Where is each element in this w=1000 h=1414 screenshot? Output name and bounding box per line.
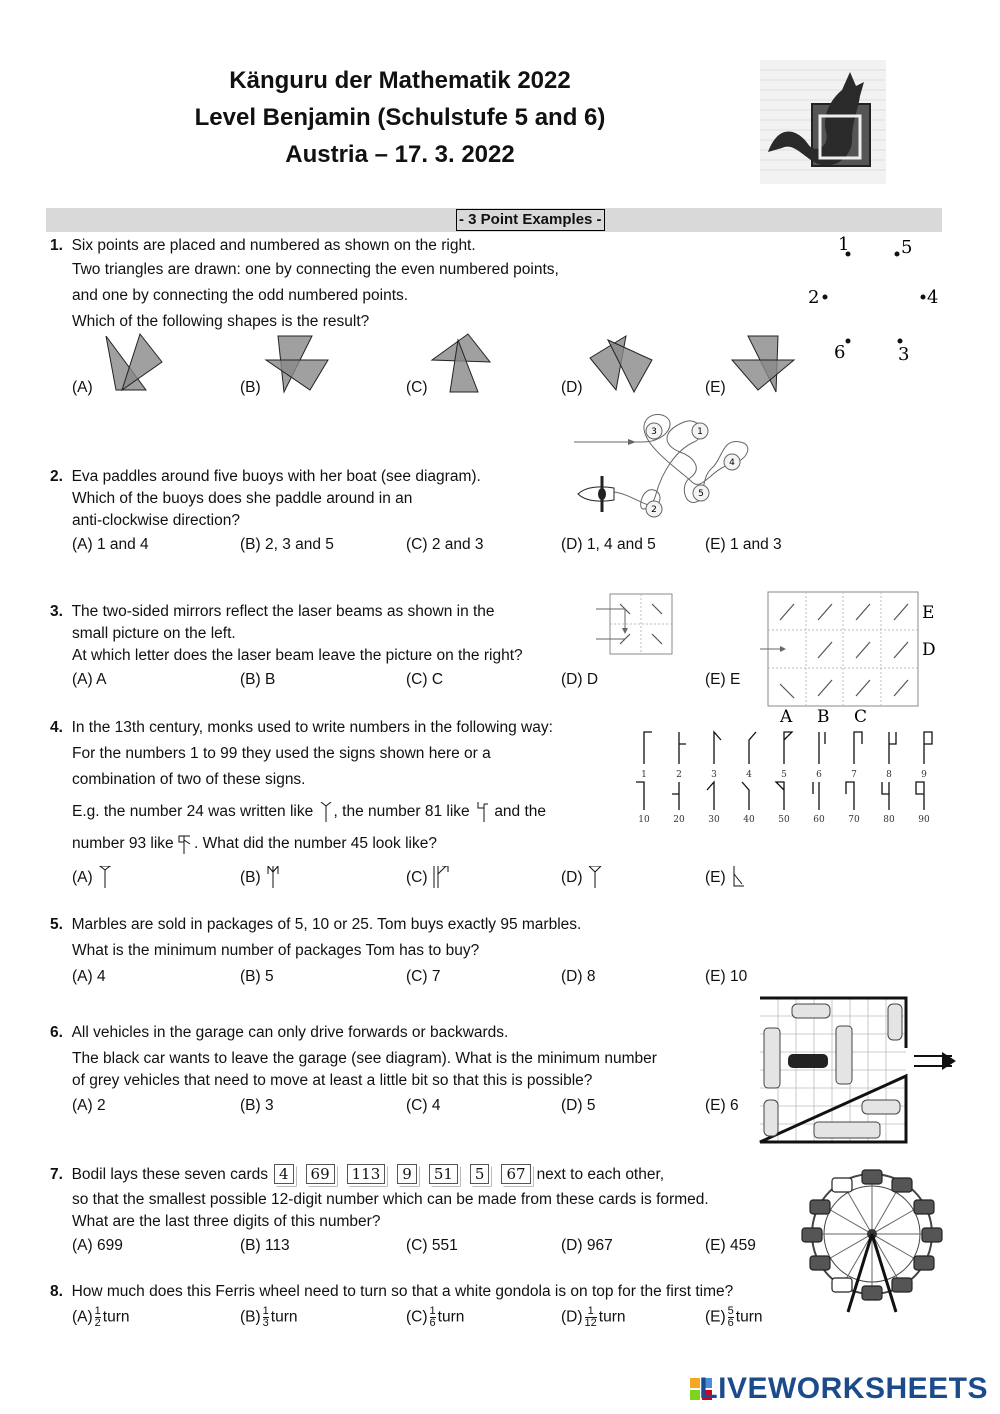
option-c[interactable]: (C) 4 bbox=[406, 1097, 441, 1114]
numeral-label: 4 bbox=[746, 770, 752, 780]
question-text: All vehicles in the garage can only drive forwards or backwards. bbox=[71, 1024, 509, 1041]
white-gondola-icon bbox=[832, 1278, 852, 1292]
question-5 bbox=[50, 915, 581, 961]
point-label: 3 bbox=[898, 344, 910, 365]
numeral-label: 40 bbox=[743, 815, 755, 825]
question-number: 1. bbox=[50, 237, 63, 254]
question-text: and one by connecting the odd numbered points. bbox=[72, 287, 409, 304]
option-e[interactable]: (E) 10 bbox=[705, 968, 748, 985]
buoy-label: 1 bbox=[697, 427, 703, 437]
shape-c-figure bbox=[428, 330, 500, 394]
numeral-label: 20 bbox=[673, 815, 685, 825]
question-text: The black car wants to leave the garage (see diagram). What is the minimum number bbox=[72, 1050, 657, 1067]
example-text: E.g. the number 24 was written like , the number 81 like and the bbox=[72, 803, 547, 820]
option-c[interactable]: (C) $\frac{1}{6}$ turn bbox=[406, 1305, 465, 1329]
title-line-1: Känguru der Mathematik 2022 bbox=[229, 67, 571, 94]
number-card: 67 bbox=[501, 1164, 530, 1184]
number-card: 69 bbox=[306, 1164, 335, 1184]
option-a[interactable]: (A) 1 and 4 bbox=[72, 536, 149, 553]
black-car-icon bbox=[788, 1054, 828, 1068]
question-number: 4. bbox=[50, 719, 63, 736]
question-text: In the 13th century, monks used to write numbers in the following way: bbox=[71, 719, 553, 736]
option-e[interactable]: (E) 6 bbox=[705, 1097, 739, 1114]
kangaroo-logo-icon bbox=[760, 60, 886, 184]
question-2 bbox=[50, 467, 481, 531]
gondola-icon bbox=[862, 1286, 882, 1300]
option-d[interactable]: (D) 5 bbox=[561, 1097, 596, 1114]
shape-e-figure bbox=[728, 330, 800, 394]
number-card: 9 bbox=[397, 1164, 417, 1184]
cistercian-numerals-table bbox=[628, 726, 948, 830]
question-text: At which letter does the laser beam leave the picture on the right? bbox=[72, 647, 523, 664]
question-text: The two-sided mirrors reflect the laser beams as shown in the bbox=[71, 603, 495, 620]
gondola-icon bbox=[922, 1228, 942, 1242]
question-text: For the numbers 1 to 99 they used the signs shown here or a bbox=[72, 745, 491, 762]
grey-car-icon bbox=[862, 1100, 900, 1114]
number-card: 4 bbox=[274, 1164, 294, 1184]
point-label: 6 bbox=[834, 342, 846, 363]
exit-letter: A bbox=[780, 707, 793, 727]
option-a[interactable]: (A) 2 bbox=[72, 1097, 106, 1114]
question-number: 8. bbox=[50, 1283, 63, 1300]
cistercian-93-icon bbox=[178, 834, 194, 854]
exit-letter: D bbox=[922, 640, 936, 660]
gondola-icon bbox=[914, 1256, 934, 1270]
cistercian-24-icon bbox=[318, 802, 334, 822]
exit-letter: B bbox=[817, 707, 830, 727]
title-line-2: Level Benjamin (Schulstufe 5 and 6) bbox=[194, 104, 606, 131]
numeral-label: 9 bbox=[921, 770, 927, 780]
grey-bus-icon bbox=[764, 1028, 780, 1088]
question-text: How much does this Ferris wheel need to turn so that a white gondola is on top for the first time? bbox=[71, 1283, 734, 1300]
option-a[interactable]: (A) bbox=[72, 866, 113, 888]
option-d[interactable]: (D) 1, 4 and 5 bbox=[561, 536, 656, 553]
option-d[interactable]: (D) D bbox=[561, 671, 599, 688]
option-c[interactable]: (C) bbox=[406, 379, 428, 396]
section-label: - 3 Point Examples - bbox=[456, 209, 605, 231]
option-d[interactable]: (D) 8 bbox=[561, 968, 596, 985]
gondola-icon bbox=[892, 1278, 912, 1292]
option-a[interactable]: (A) 4 bbox=[72, 968, 106, 985]
numeral-label: 1 bbox=[641, 770, 647, 780]
shape-d-figure bbox=[586, 330, 658, 394]
numeral-label: 2 bbox=[676, 770, 682, 780]
option-b[interactable]: (B) 113 bbox=[240, 1237, 290, 1254]
gondola-icon bbox=[810, 1200, 830, 1214]
gondola-icon bbox=[914, 1200, 934, 1214]
point-label: 1 bbox=[838, 234, 850, 255]
question-text: Eva paddles around five buoys with her boat (see diagram). bbox=[71, 468, 481, 485]
numeral-label: 5 bbox=[781, 770, 787, 780]
grey-car-icon bbox=[888, 1004, 902, 1040]
example-text: number 93 like . What did the number 45 look like? bbox=[72, 835, 437, 852]
question-number: 6. bbox=[50, 1024, 63, 1041]
question-text: Two triangles are drawn: one by connecting the even numbered points, bbox=[72, 261, 559, 278]
grey-bus-icon bbox=[814, 1122, 880, 1138]
question-number: 5. bbox=[50, 916, 63, 933]
option-e[interactable]: (E) E bbox=[705, 671, 741, 688]
numeral-label: 30 bbox=[708, 815, 720, 825]
title-line-3: Austria – 17. 3. 2022 bbox=[285, 141, 515, 168]
cistercian-option-c-icon bbox=[432, 866, 450, 888]
number-card: 5 bbox=[470, 1164, 490, 1184]
shape-a-figure bbox=[94, 330, 166, 394]
liveworksheets-brand[interactable]: LIVEWORKSHEETS bbox=[699, 1372, 988, 1405]
question-text: Which of the buoys does she paddle around in an bbox=[72, 490, 413, 507]
gondola-icon bbox=[862, 1170, 882, 1184]
question-3 bbox=[50, 602, 523, 666]
question-text: Six points are placed and numbered as shown on the right. bbox=[71, 237, 476, 254]
option-b[interactable]: (B) 5 bbox=[240, 968, 274, 985]
six-points-figure bbox=[800, 230, 950, 370]
number-card: 113 bbox=[347, 1164, 386, 1184]
option-a[interactable]: (A) $\frac{1}{2}$ turn bbox=[72, 1305, 130, 1329]
gondola-icon bbox=[810, 1256, 830, 1270]
numeral-label: 10 bbox=[638, 815, 650, 825]
question-text: anti-clockwise direction? bbox=[72, 512, 240, 529]
option-b[interactable]: (B) 3 bbox=[240, 1097, 274, 1114]
question-number: 2. bbox=[50, 468, 63, 485]
option-d[interactable]: (D) 967 bbox=[561, 1237, 613, 1254]
question-4 bbox=[50, 718, 553, 790]
grey-car-icon bbox=[764, 1100, 778, 1136]
option-a[interactable]: (A) 699 bbox=[72, 1237, 123, 1254]
option-d[interactable]: (D) bbox=[561, 866, 603, 888]
question-6 bbox=[50, 1023, 657, 1091]
question-text: small picture on the left. bbox=[72, 625, 236, 642]
question-7-text: so that the smallest possible 12-digit number which can be made from these cards is formed. What are the last three digits of this number? bbox=[72, 1191, 709, 1230]
option-b[interactable]: (B) $\frac{1}{3}$ turn bbox=[240, 1305, 298, 1329]
numeral-label: 6 bbox=[816, 770, 822, 780]
buoy-label: 5 bbox=[698, 489, 704, 499]
numeral-label: 70 bbox=[848, 815, 860, 825]
question-1 bbox=[50, 236, 559, 332]
question-number: 3. bbox=[50, 603, 63, 620]
option-b[interactable]: (B) bbox=[240, 866, 281, 888]
option-c[interactable]: (C) C bbox=[406, 671, 444, 688]
numeral-label: 80 bbox=[883, 815, 895, 825]
gondola-icon bbox=[892, 1178, 912, 1192]
question-text: of grey vehicles that need to move at least a little bit so that this is possible? bbox=[72, 1072, 593, 1089]
page-title bbox=[0, 62, 800, 173]
numeral-label: 3 bbox=[711, 770, 717, 780]
option-a[interactable]: (A) bbox=[72, 379, 93, 396]
buoys-path-figure bbox=[572, 412, 762, 528]
gondola-icon bbox=[802, 1228, 822, 1242]
buoy-label: 3 bbox=[651, 427, 657, 437]
section-band bbox=[46, 208, 942, 232]
exit-letter: C bbox=[854, 707, 868, 727]
question-text: Bodil lays these seven cards bbox=[71, 1166, 268, 1183]
cistercian-option-e-icon bbox=[730, 866, 746, 888]
option-b[interactable]: (B) B bbox=[240, 671, 276, 688]
option-c[interactable]: (C) 2 and 3 bbox=[406, 536, 484, 553]
question-text: Which of the following shapes is the result? bbox=[72, 313, 370, 330]
option-b[interactable]: (B) bbox=[240, 379, 261, 396]
question-text: combination of two of these signs. bbox=[72, 771, 306, 788]
numeral-label: 8 bbox=[886, 770, 892, 780]
option-e[interactable]: (E) bbox=[705, 379, 726, 396]
question-text: What is the minimum number of packages Tom has to buy? bbox=[72, 942, 480, 959]
numeral-label: 90 bbox=[918, 815, 930, 825]
question-text: Marbles are sold in packages of 5, 10 or 25. Tom buys exactly 95 marbles. bbox=[71, 916, 582, 933]
option-e[interactable]: (E) $\frac{5}{6}$ turn bbox=[705, 1305, 763, 1329]
cistercian-81-icon bbox=[474, 802, 490, 822]
option-d[interactable]: (D) $\frac{1}{12}$ turn bbox=[561, 1305, 626, 1329]
garage-figure bbox=[758, 996, 958, 1146]
option-e[interactable]: (E) bbox=[705, 866, 746, 888]
number-card: 51 bbox=[429, 1164, 458, 1184]
numeral-label: 60 bbox=[813, 815, 825, 825]
cistercian-option-b-icon bbox=[265, 866, 281, 888]
numeral-label: 7 bbox=[851, 770, 857, 780]
shape-b-figure bbox=[262, 330, 334, 394]
small-mirror-figure bbox=[596, 590, 676, 658]
option-e[interactable]: (E) 1 and 3 bbox=[705, 536, 782, 553]
buoy-label: 4 bbox=[729, 458, 735, 468]
point-label: 4 bbox=[927, 287, 939, 308]
question-text: next to each other, bbox=[536, 1166, 665, 1183]
buoy-label: 2 bbox=[651, 505, 657, 515]
large-mirror-figure bbox=[760, 590, 950, 736]
exit-letter: E bbox=[922, 603, 935, 623]
option-c[interactable]: (C) bbox=[406, 866, 450, 888]
ferris-wheel-figure bbox=[796, 1156, 946, 1316]
question-number: 7. bbox=[50, 1166, 63, 1183]
option-c[interactable]: (C) 551 bbox=[406, 1237, 458, 1254]
option-e[interactable]: (E) 459 bbox=[705, 1237, 756, 1254]
question-8 bbox=[50, 1282, 733, 1302]
boat-icon bbox=[578, 476, 614, 512]
option-a[interactable]: (A) A bbox=[72, 671, 107, 688]
point-label: 2 bbox=[808, 287, 820, 308]
option-d[interactable]: (D) bbox=[561, 379, 583, 396]
cistercian-option-a-icon bbox=[97, 866, 113, 888]
question-7 bbox=[50, 1164, 664, 1185]
white-gondola-icon bbox=[832, 1178, 852, 1192]
numeral-label: 50 bbox=[778, 815, 790, 825]
cistercian-option-d-icon bbox=[587, 866, 603, 888]
option-c[interactable]: (C) 7 bbox=[406, 968, 441, 985]
point-label: 5 bbox=[901, 237, 913, 258]
grey-bus-icon bbox=[836, 1026, 852, 1084]
grey-car-icon bbox=[792, 1004, 830, 1018]
option-b[interactable]: (B) 2, 3 and 5 bbox=[240, 536, 334, 553]
